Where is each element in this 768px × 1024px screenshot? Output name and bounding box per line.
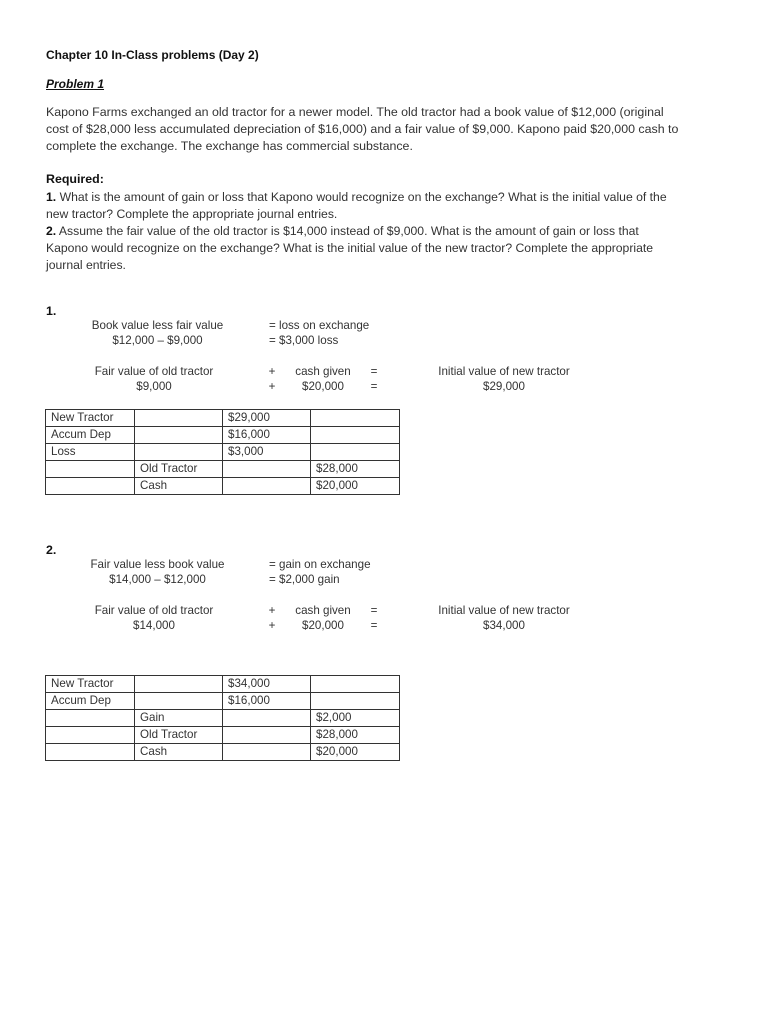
journal-row (46, 710, 400, 727)
debit-amount: $3,000 (223, 444, 311, 461)
solution-1-fair-value (74, 364, 234, 394)
debit-account: New Tractor (46, 410, 135, 427)
equals-sign: = (370, 604, 378, 617)
debit-amount: $16,000 (223, 693, 311, 710)
journal-row (46, 744, 400, 761)
journal-entry-table-2 (45, 675, 400, 761)
solution-2-difference (70, 557, 245, 587)
debit-amount: $29,000 (223, 410, 311, 427)
debit-account: Accum Dep (46, 693, 135, 710)
initial-value-label: Initial value of new tractor (438, 604, 570, 617)
difference-label: Fair value less book value (90, 558, 225, 571)
difference-label: Book value less fair value (91, 319, 224, 332)
result-label: = loss on exchange (269, 319, 370, 332)
credit-amount (311, 676, 400, 693)
solution-1-equals (364, 364, 384, 394)
document-title: Chapter 10 In-Class problems (Day 2) (46, 48, 259, 62)
journal-row (46, 461, 400, 478)
journal-row (46, 444, 400, 461)
credit-account: Old Tractor (135, 461, 223, 478)
problem-statement-line: Kapono Farms exchanged an old tractor for a newer model. The old tractor had a book value of $12,000 (original (46, 105, 664, 119)
solution-2-initial-value (420, 603, 588, 633)
cash-label: cash given (295, 365, 351, 378)
problem-statement-line: complete the exchange. The exchange has commercial substance. (46, 139, 413, 153)
debit-account: Loss (46, 444, 135, 461)
initial-value-amount: $29,000 (483, 380, 525, 393)
solution-2-result (269, 557, 371, 587)
question-1 (46, 189, 736, 223)
problem-statement (46, 104, 736, 155)
journal-row (46, 693, 400, 710)
credit-account (135, 427, 223, 444)
credit-account (135, 410, 223, 427)
result-label: = gain on exchange (269, 558, 371, 571)
initial-value-label: Initial value of new tractor (438, 365, 570, 378)
solution-2-cash (286, 603, 360, 633)
result-value: = $3,000 loss (269, 334, 339, 347)
solution-2-plus (262, 603, 282, 633)
journal-row (46, 427, 400, 444)
credit-amount (311, 410, 400, 427)
journal-row (46, 727, 400, 744)
debit-account: Accum Dep (46, 427, 135, 444)
journal-row (46, 676, 400, 693)
problem-heading: Problem 1 (46, 77, 105, 91)
difference-calc: $12,000 – $9,000 (112, 334, 203, 347)
solution-1-difference (70, 318, 245, 348)
question-line: new tractor? Complete the appropriate journal entries. (46, 207, 338, 221)
debit-amount (223, 727, 311, 744)
solution-1-initial-value (420, 364, 588, 394)
fair-value-label: Fair value of old tractor (94, 365, 214, 378)
debit-amount (223, 461, 311, 478)
debit-amount (223, 710, 311, 727)
credit-account: Cash (135, 478, 223, 495)
debit-amount: $34,000 (223, 676, 311, 693)
plus-sign: + (268, 380, 276, 393)
fair-value-label: Fair value of old tractor (94, 604, 214, 617)
credit-amount (311, 444, 400, 461)
credit-account: Gain (135, 710, 223, 727)
plus-sign: + (268, 365, 276, 378)
solution-2-fair-value (74, 603, 234, 633)
solution-2-equals (364, 603, 384, 633)
credit-account: Old Tractor (135, 727, 223, 744)
initial-value-amount: $34,000 (483, 619, 525, 632)
difference-calc: $14,000 – $12,000 (109, 573, 206, 586)
debit-account (46, 710, 135, 727)
plus-sign: + (268, 619, 276, 632)
plus-sign: + (268, 604, 276, 617)
question-line: Kapono would recognize on the exchange? What is the initial value of the new tractor? Complete the appropriate (46, 241, 654, 255)
credit-account: Cash (135, 744, 223, 761)
debit-amount: $16,000 (223, 427, 311, 444)
question-2 (46, 223, 736, 274)
debit-account (46, 727, 135, 744)
question-line: 2. Assume the fair value of the old tractor is $14,000 instead of $9,000. What is the amount of gain or loss that (46, 224, 639, 238)
solution-1-cash (286, 364, 360, 394)
question-line: journal entries. (46, 258, 126, 272)
debit-account (46, 461, 135, 478)
credit-amount: $28,000 (311, 727, 400, 744)
solution-2-number: 2. (46, 543, 57, 557)
debit-account (46, 478, 135, 495)
credit-amount: $20,000 (311, 744, 400, 761)
debit-account (46, 744, 135, 761)
result-value: = $2,000 gain (269, 573, 340, 586)
equals-sign: = (370, 380, 378, 393)
credit-amount: $2,000 (311, 710, 400, 727)
question-number: 2. (46, 224, 57, 238)
solution-1-result (269, 318, 369, 348)
debit-account: New Tractor (46, 676, 135, 693)
problem-statement-line: cost of $28,000 less accumulated depreciation of $16,000) and a fair value of $9,000. Kapono paid $20,000 cash to (46, 122, 679, 136)
credit-account (135, 676, 223, 693)
credit-amount: $28,000 (311, 461, 400, 478)
fair-value-amount: $14,000 (133, 619, 175, 632)
debit-amount (223, 478, 311, 495)
cash-label: cash given (295, 604, 351, 617)
journal-row (46, 478, 400, 495)
credit-account (135, 693, 223, 710)
cash-amount: $20,000 (302, 619, 344, 632)
credit-amount (311, 693, 400, 710)
question-number: 1. (46, 190, 57, 204)
solution-1-plus (262, 364, 282, 394)
credit-amount: $20,000 (311, 478, 400, 495)
equals-sign: = (370, 365, 378, 378)
question-line: 1. What is the amount of gain or loss that Kapono would recognize on the exchange? What is the initial value of the (46, 190, 667, 204)
credit-amount (311, 427, 400, 444)
solution-1-number: 1. (46, 304, 57, 318)
cash-amount: $20,000 (302, 380, 344, 393)
credit-account (135, 444, 223, 461)
journal-row (46, 410, 400, 427)
journal-entry-table-1 (45, 409, 400, 495)
fair-value-amount: $9,000 (136, 380, 172, 393)
debit-amount (223, 744, 311, 761)
equals-sign: = (370, 619, 378, 632)
required-label: Required: (46, 172, 104, 186)
